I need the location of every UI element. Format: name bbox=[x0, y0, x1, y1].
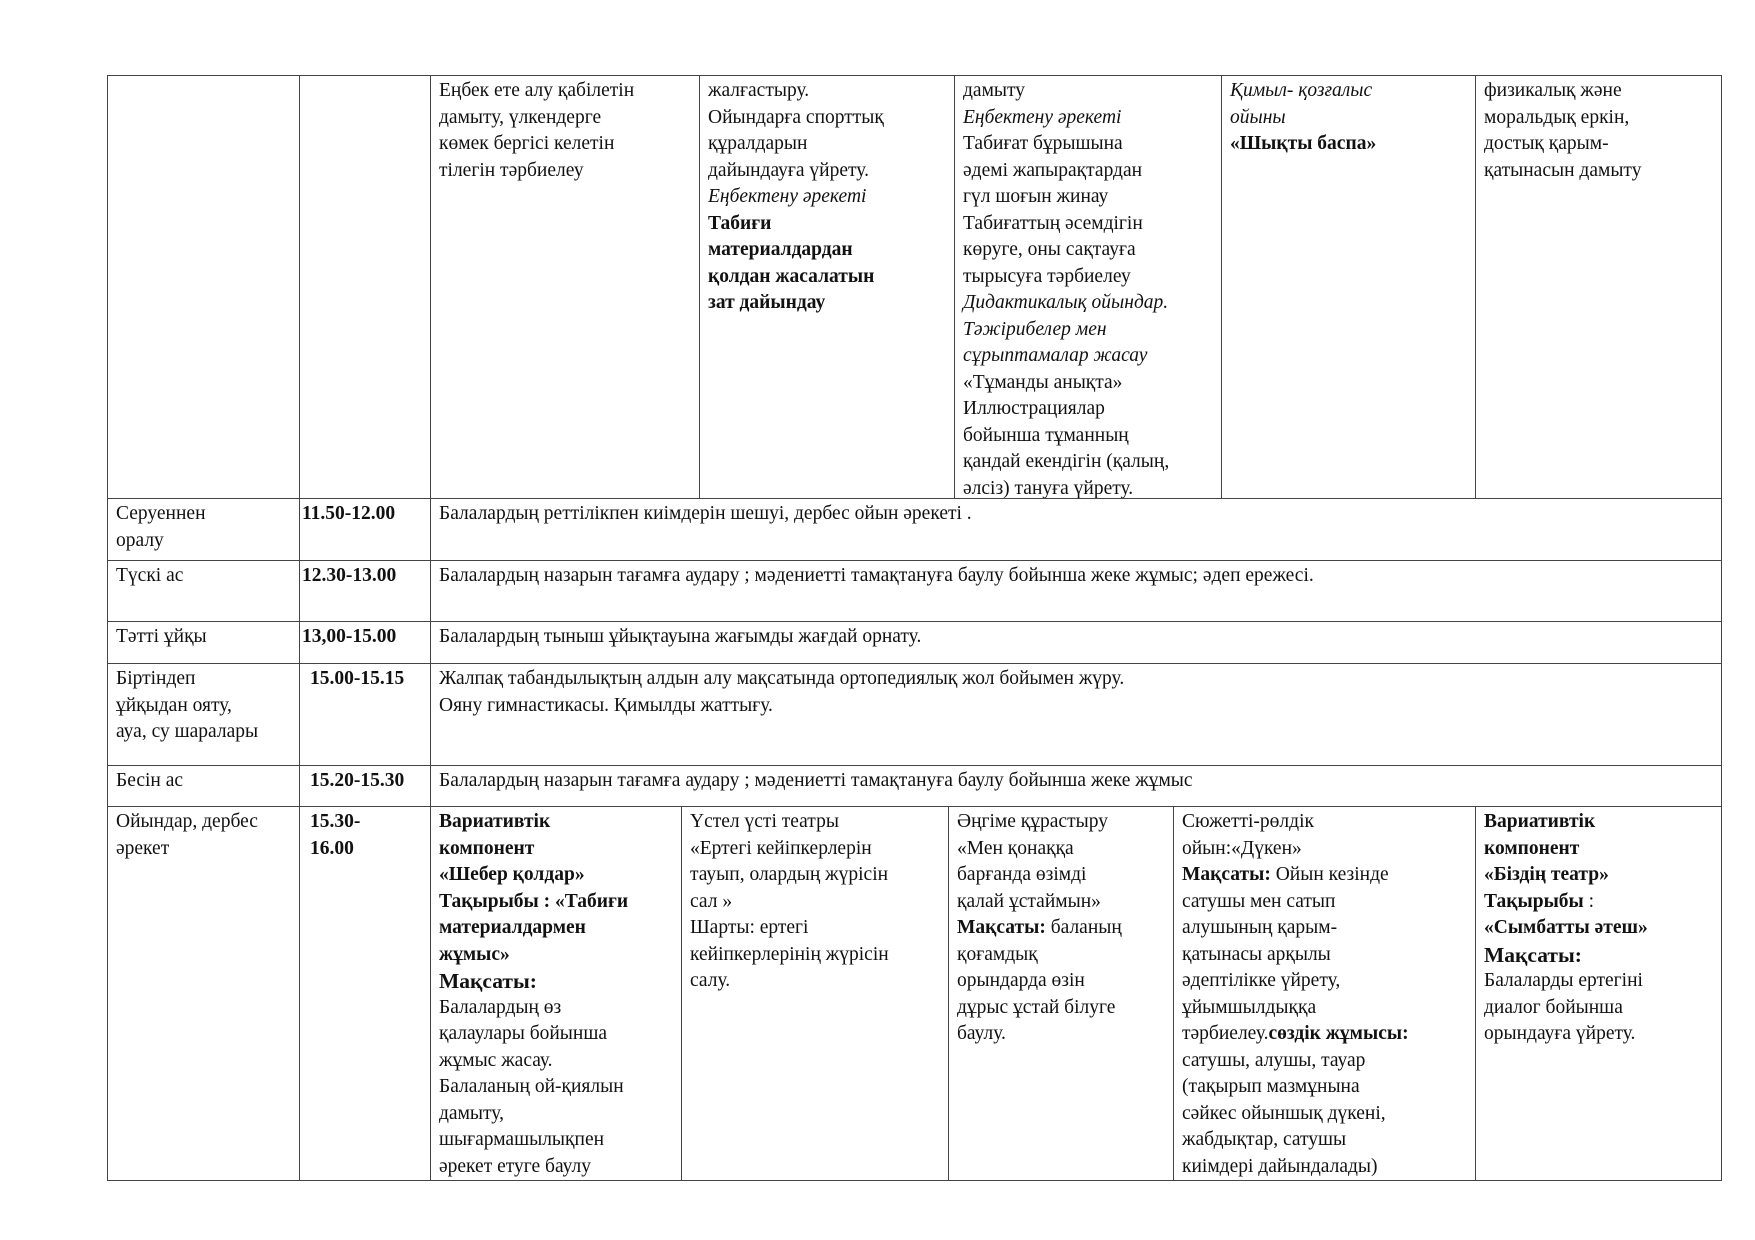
text-line: ұйымшылдыққа bbox=[1182, 996, 1317, 1018]
text-line: тауып, олардың жүрісін bbox=[690, 864, 889, 885]
schedule-activity-cell bbox=[430, 765, 1722, 807]
goal-line bbox=[957, 915, 1165, 942]
activity-label: сұрыптамалар жасау bbox=[963, 345, 1148, 366]
text-line: тілегін тәрбиелеу bbox=[439, 159, 584, 181]
activity-title-line: зат дайындау bbox=[708, 292, 826, 313]
text-line: жалғастыру. bbox=[708, 80, 810, 101]
text-line: дайындауға үйрету. bbox=[708, 159, 869, 181]
top-row-col3-cell bbox=[430, 75, 700, 499]
text-line: «Ертегі кейіпкерлерін bbox=[690, 837, 872, 859]
schedule-activity-text: Балалардың реттілікпен киімдерін шешуі, дербес ойын әрекеті . bbox=[439, 503, 972, 524]
text-line: әлсіз) тануға үйрету. bbox=[963, 477, 1134, 499]
goal-line bbox=[1182, 862, 1467, 889]
goal-label: Мақсаты: bbox=[1484, 942, 1582, 967]
activity-title-line: Табиғи bbox=[708, 212, 772, 234]
schedule-name-line: ұйқыдан ояту, bbox=[116, 694, 232, 716]
text-line: достық қарым- bbox=[1484, 133, 1609, 154]
games-time-cell bbox=[299, 806, 431, 1181]
schedule-time: 11.50-12.00 bbox=[302, 503, 396, 524]
schedule-name-line: Тәтті ұйқы bbox=[116, 626, 207, 647]
schedule-name-line: Түскі ас bbox=[116, 565, 184, 586]
activity-label: Тәжірибелер мен bbox=[963, 318, 1107, 340]
component-title-line: компонент bbox=[1484, 837, 1580, 859]
text-line: көруге, оны сақтауға bbox=[963, 239, 1136, 260]
schedule-time: 15.20-15.30 bbox=[310, 770, 405, 791]
topic-colon: : bbox=[1583, 890, 1595, 912]
games-name-line: Ойындар, дербес bbox=[116, 811, 258, 832]
text-line: гүл шоғын жинау bbox=[963, 186, 1109, 207]
text-line: жұмыс жасау. bbox=[439, 1049, 553, 1071]
text-line: шығармашылықпен bbox=[439, 1129, 605, 1150]
text-line: Иллюстрациялар bbox=[963, 398, 1105, 419]
text-plain: тәрбиелеу. bbox=[1182, 1023, 1269, 1044]
component-title-line: компонент bbox=[439, 837, 535, 859]
text-line: қалай ұстаймын» bbox=[957, 890, 1101, 912]
activity-label: Қимыл- қозғалыс bbox=[1230, 80, 1373, 101]
text-line: Еңбек ете алу қабілетін bbox=[439, 80, 635, 101]
games-col5-cell bbox=[1475, 806, 1722, 1181]
top-row-col4-cell bbox=[699, 75, 955, 499]
text-line: дамыту, үлкендерге bbox=[439, 106, 602, 128]
schedule-activity-text: Балалардың назарын тағамға аудару ; мәдениетті тамақтануға баулу бойынша жеке жұмыс bbox=[439, 770, 1193, 791]
games-name-cell bbox=[107, 806, 300, 1181]
games-col2-cell bbox=[681, 806, 949, 1181]
schedule-time-cell bbox=[299, 765, 431, 807]
schedule-activity-text: Ояну гимнастикасы. Қимылды жаттығу. bbox=[439, 694, 773, 716]
schedule-name-cell bbox=[107, 560, 300, 622]
schedule-name-line: Серуеннен bbox=[116, 503, 206, 524]
text-line: құралдарын bbox=[708, 133, 808, 154]
games-time-line: 15.30- bbox=[310, 811, 361, 832]
text-line: ойын:«Дүкен» bbox=[1182, 837, 1302, 859]
text-line: қандай екендігін (қалың, bbox=[963, 451, 1170, 472]
text-line: Сюжетті-рөлдік bbox=[1182, 811, 1314, 832]
text-line: қоғамдық bbox=[957, 943, 1038, 965]
topic-label: Тақырыбы bbox=[1484, 890, 1584, 912]
goal-text: Ойын кезінде bbox=[1270, 864, 1389, 885]
games-col1-cell bbox=[430, 806, 682, 1181]
top-row-col6-cell bbox=[1221, 75, 1476, 499]
text-line: сал » bbox=[690, 890, 733, 912]
schedule-name-cell bbox=[107, 621, 300, 664]
schedule-name-cell bbox=[107, 765, 300, 807]
top-row-col7-cell bbox=[1475, 75, 1722, 499]
activity-label: Дидактикалық ойындар. bbox=[963, 292, 1169, 313]
goal-label: Мақсаты: bbox=[439, 969, 537, 993]
games-col3-cell bbox=[948, 806, 1174, 1181]
activity-title-line: материалдардан bbox=[708, 239, 853, 260]
text-line: салу. bbox=[690, 970, 731, 991]
text-line: Әңгіме құрастыру bbox=[957, 811, 1108, 832]
top-row-col5-cell bbox=[954, 75, 1222, 499]
goal-text: баланың bbox=[1045, 917, 1122, 938]
text-line: дамыту bbox=[963, 80, 1026, 101]
games-col4-cell bbox=[1173, 806, 1476, 1181]
schedule-name-line: Біртіндеп bbox=[116, 668, 196, 689]
schedule-activity-cell bbox=[430, 663, 1722, 766]
activity-label: Еңбектену әрекеті bbox=[708, 186, 867, 207]
text-line: киімдері дайындалады) bbox=[1182, 1155, 1378, 1177]
component-title-line: Вариативтік bbox=[439, 811, 551, 832]
vocabulary-label: сөздік жұмысы: bbox=[1268, 1023, 1409, 1044]
text-line: қатынасын дамыту bbox=[1484, 159, 1642, 181]
schedule-activity-text: Балалардың тыныш ұйықтауына жағымды жағдай орнату. bbox=[439, 626, 922, 647]
text-line: (тақырып мазмұнына bbox=[1182, 1076, 1360, 1097]
games-name-line: әрекет bbox=[116, 837, 170, 859]
activity-title: «Шықты баспа» bbox=[1230, 133, 1377, 154]
text-line: Табиғаттың әсемдігін bbox=[963, 212, 1143, 234]
schedule-time: 12.30-13.00 bbox=[302, 565, 397, 586]
text-line: «Тұманды анықта» bbox=[963, 371, 1123, 393]
schedule-name-line: ауа, су шаралары bbox=[116, 721, 259, 742]
component-title-line: Вариативтік bbox=[1484, 811, 1596, 832]
text-line: тырысуға тәрбиелеу bbox=[963, 265, 1131, 287]
schedule-time-cell bbox=[299, 498, 431, 561]
text-line: Ойындарға спорттық bbox=[708, 106, 884, 128]
text-line: дұрыс ұстай білуге bbox=[957, 996, 1116, 1018]
text-line: бойынша тұманның bbox=[963, 424, 1129, 446]
text-line: орындауға үйрету. bbox=[1484, 1023, 1636, 1044]
text-line: Шарты: ертегі bbox=[690, 917, 809, 938]
text-line: қатынасы арқылы bbox=[1182, 943, 1331, 965]
text-line: Балаланың ой-қиялын bbox=[439, 1076, 624, 1097]
schedule-activity-text: Жалпақ табандылықтың алдын алу мақсатында ортопедиялық жол бойымен жүру. bbox=[439, 668, 1125, 689]
text-line: сәйкес ойыншық дүкені, bbox=[1182, 1102, 1386, 1124]
text-line bbox=[1182, 1021, 1467, 1048]
schedule-activity-cell bbox=[430, 621, 1722, 664]
schedule-activity-cell bbox=[430, 498, 1722, 561]
text-line: әдемі жапырақтардан bbox=[963, 159, 1143, 181]
top-row-name-cell bbox=[107, 75, 300, 499]
component-title-line: материалдармен bbox=[439, 917, 586, 938]
text-line: қалаулары бойынша bbox=[439, 1023, 608, 1044]
text-line: Үстел үсті театры bbox=[690, 811, 839, 832]
text-line: Балаларды ертегіні bbox=[1484, 970, 1643, 991]
text-line: жабдықтар, сатушы bbox=[1182, 1129, 1347, 1150]
text-line: дамыту, bbox=[439, 1102, 504, 1124]
text-line: баулу. bbox=[957, 1023, 1006, 1044]
schedule-name-line: оралу bbox=[116, 529, 164, 551]
activity-title-line: қолдан жасалатын bbox=[708, 265, 875, 287]
goal-label: Мақсаты: bbox=[957, 917, 1046, 938]
schedule-name-line: Бесін ас bbox=[116, 770, 184, 791]
schedule-name-cell bbox=[107, 663, 300, 766]
schedule-time: 15.00-15.15 bbox=[310, 668, 405, 689]
schedule-time-cell bbox=[299, 621, 431, 664]
text-line: кейіпкерлерінің жүрісін bbox=[690, 943, 889, 965]
activity-label: ойыны bbox=[1230, 106, 1286, 128]
text-line: Табиғат бұрышына bbox=[963, 133, 1123, 154]
schedule-activity-text: Балалардың назарын тағамға аудару ; мәдениетті тамақтануға баулу бойынша жеке жұмыс; әдеп ережесі. bbox=[439, 565, 1314, 586]
text-line: моральдық еркін, bbox=[1484, 106, 1630, 128]
schedule-time-cell bbox=[299, 560, 431, 622]
topic-line bbox=[1484, 889, 1713, 916]
text-line: Балалардың өз bbox=[439, 996, 562, 1018]
schedule-time-cell bbox=[299, 663, 431, 766]
topic-title: «Сымбатты әтеш» bbox=[1484, 917, 1648, 938]
component-title-line: жұмыс» bbox=[439, 943, 510, 965]
text-line: барғанда өзімді bbox=[957, 864, 1087, 885]
games-time-line: 16.00 bbox=[310, 837, 354, 859]
activity-label: Еңбектену әрекеті bbox=[963, 106, 1122, 128]
top-row-time-cell bbox=[299, 75, 431, 499]
text-line: алушының қарым- bbox=[1182, 917, 1338, 938]
text-line: көмек бергісі келетін bbox=[439, 133, 615, 154]
component-title-line: «Шебер қолдар» bbox=[439, 864, 585, 885]
text-line: диалог бойынша bbox=[1484, 996, 1623, 1018]
goal-label: Мақсаты: bbox=[1182, 864, 1271, 885]
schedule-name-cell bbox=[107, 498, 300, 561]
text-line: физикалық және bbox=[1484, 80, 1622, 101]
text-line: «Мен қонаққа bbox=[957, 837, 1074, 859]
text-line: орындарда өзін bbox=[957, 970, 1085, 991]
text-line: әрекет етуге баулу bbox=[439, 1155, 592, 1177]
schedule-activity-cell bbox=[430, 560, 1722, 622]
text-line: сатушы, алушы, тауар bbox=[1182, 1049, 1366, 1071]
component-title-line: «Біздің театр» bbox=[1484, 864, 1609, 885]
text-line: сатушы мен сатып bbox=[1182, 890, 1336, 912]
component-title-line: Тақырыбы : «Табиғи bbox=[439, 890, 629, 912]
text-line: әдептілікке үйрету, bbox=[1182, 970, 1341, 991]
schedule-time: 13,00-15.00 bbox=[302, 626, 397, 647]
